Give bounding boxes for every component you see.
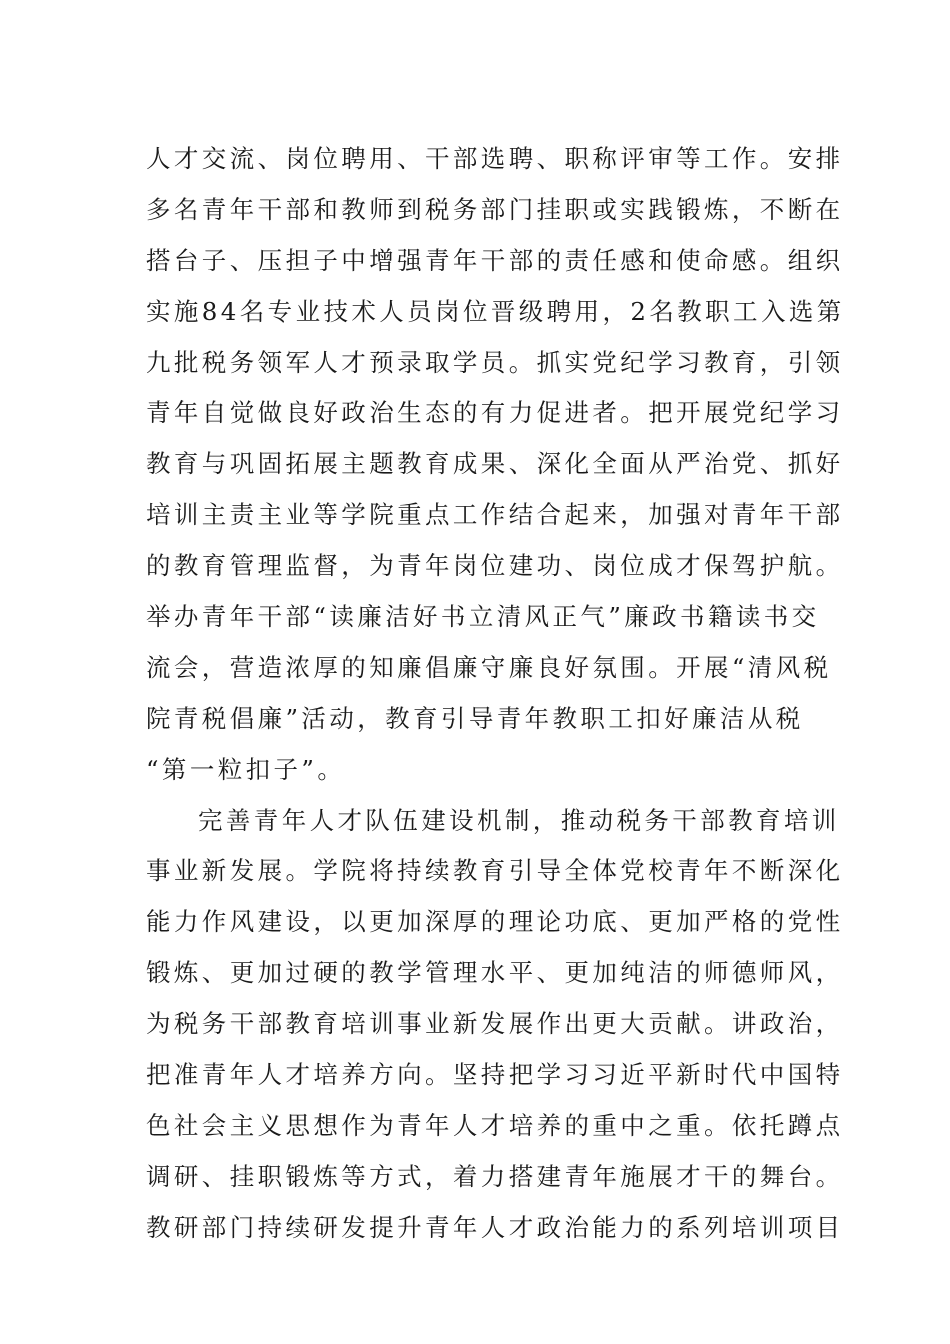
text-line: 教研部门持续研发提升青年人才政治能力的系列培训项目 (146, 1212, 844, 1242)
text-line: 实施84名专业技术人员岗位晋级聘用，2名教职工入选第 (146, 296, 845, 326)
text-line: 多名青年干部和教师到税务部门挂职或实践锻炼，不断在 (146, 194, 844, 224)
text-line: 院青税倡廉”活动，教育引导青年教职工扣好廉洁从税 (146, 703, 804, 733)
text-line: 的教育管理监督，为青年岗位建功、岗位成才保驾护航。 (146, 551, 844, 581)
text-line: 流会，营造浓厚的知廉倡廉守廉良好氛围。开展“清风税 (146, 652, 832, 682)
text-line: 培训主责主业等学院重点工作结合起来，加强对青年干部 (146, 500, 844, 530)
text-line: 九批税务领军人才预录取学员。抓实党纪学习教育，引领 (146, 347, 844, 377)
text-line: 锻炼、更加过硬的教学管理水平、更加纯洁的师德师风， (146, 958, 844, 988)
paragraph-first-line: 完善青年人才队伍建设机制，推动税务干部教育培训 (198, 805, 840, 835)
text-line: 人才交流、岗位聘用、干部选聘、职称评审等工作。安排 (146, 144, 844, 173)
text-line: 事业新发展。学院将持续教育引导全体党校青年不断深化 (146, 856, 844, 886)
text-line: “第一粒扣子”。 (146, 754, 346, 784)
text-line: 教育与巩固拓展主题教育成果、深化全面从严治党、抓好 (146, 449, 844, 479)
text-line: 青年自觉做良好政治生态的有力促进者。把开展党纪学习 (146, 398, 844, 428)
text-line: 举办青年干部“读廉洁好书立清风正气”廉政书籍读书交 (146, 602, 820, 632)
text-line: 为税务干部教育培训事业新发展作出更大贡献。讲政治， (146, 1009, 844, 1039)
text-line: 能力作风建设，以更加深厚的理论功底、更加严格的党性 (146, 907, 844, 937)
text-line: 色社会主义思想作为青年人才培养的重中之重。依托蹲点 (146, 1110, 844, 1140)
document-body (146, 134, 845, 1254)
text-line: 调研、挂职锻炼等方式，着力搭建青年施展才干的舞台。 (146, 1161, 844, 1191)
text-line: 搭台子、压担子中增强青年干部的责任感和使命感。组织 (146, 245, 844, 275)
text-line: 把准青年人才培养方向。坚持把学习习近平新时代中国特 (146, 1060, 844, 1090)
